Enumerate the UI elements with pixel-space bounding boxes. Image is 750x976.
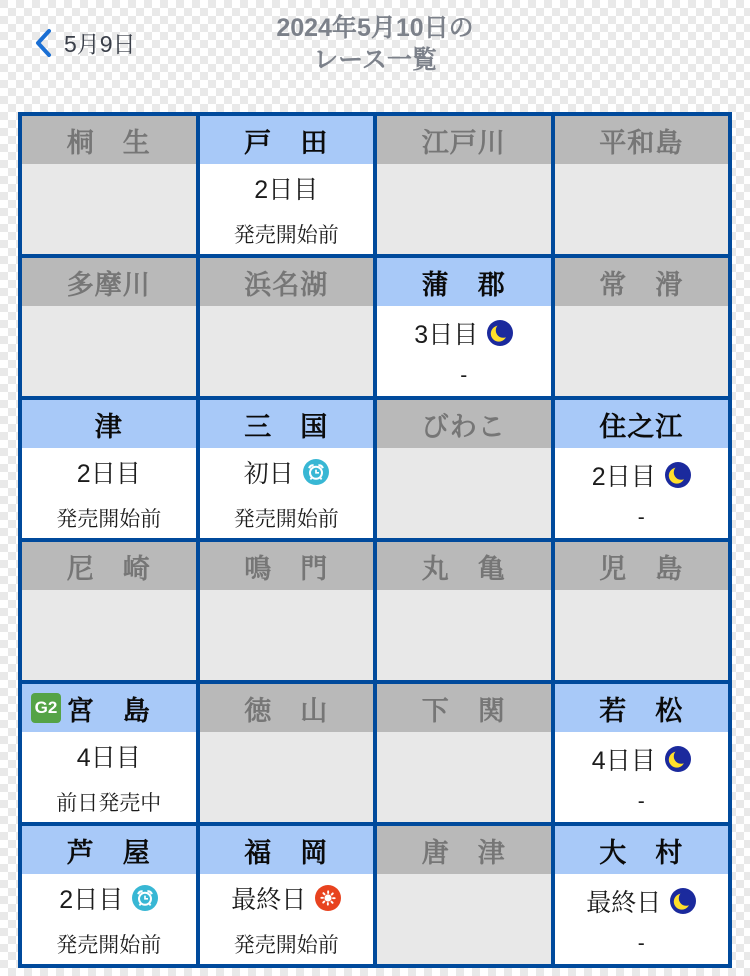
venue-status: 発売開始前 bbox=[233, 507, 339, 531]
venue-cell bbox=[377, 826, 551, 964]
venue-day-row bbox=[586, 883, 696, 919]
venue-body bbox=[22, 164, 196, 254]
venue-name: 江戸川 bbox=[421, 127, 506, 158]
alarm-clock-icon bbox=[303, 459, 329, 485]
venue-name: 平和島 bbox=[599, 127, 684, 158]
venue-header bbox=[555, 258, 729, 306]
venue-day-row bbox=[231, 880, 341, 916]
venue-cell bbox=[200, 542, 374, 680]
venue-header bbox=[200, 116, 374, 164]
venue-cell bbox=[22, 542, 196, 680]
venue-body bbox=[377, 874, 551, 964]
venue-body bbox=[200, 306, 374, 396]
venue-name: 福 岡 bbox=[244, 837, 329, 868]
venue-day: 最終日 bbox=[231, 885, 307, 914]
venue-name: 児 島 bbox=[599, 553, 684, 584]
venue-name: 唐 津 bbox=[421, 837, 506, 868]
venue-day: 4日目 bbox=[76, 743, 141, 772]
venue-body bbox=[22, 590, 196, 680]
venue-body bbox=[200, 874, 374, 964]
venue-day-row bbox=[414, 315, 513, 351]
venue-status: - bbox=[637, 505, 645, 529]
venue-name: びわこ bbox=[421, 411, 506, 442]
venue-header bbox=[22, 826, 196, 874]
venue-header bbox=[377, 400, 551, 448]
venue-cell[interactable] bbox=[200, 826, 374, 964]
venue-body bbox=[377, 164, 551, 254]
venue-day-row bbox=[592, 741, 691, 777]
venue-body bbox=[555, 874, 729, 964]
venue-status: - bbox=[637, 789, 645, 813]
venue-header bbox=[200, 542, 374, 590]
alarm-clock-icon bbox=[132, 885, 158, 911]
venue-day: 2日目 bbox=[254, 175, 319, 204]
venue-name: 常 滑 bbox=[599, 269, 684, 300]
venue-cell bbox=[555, 258, 729, 396]
venue-header bbox=[555, 826, 729, 874]
page-title bbox=[0, 12, 750, 76]
moon-icon bbox=[665, 462, 691, 488]
venue-day: 3日目 bbox=[414, 320, 479, 349]
venue-body bbox=[22, 874, 196, 964]
moon-icon bbox=[665, 746, 691, 772]
venue-cell[interactable] bbox=[22, 684, 196, 822]
venue-body bbox=[555, 164, 729, 254]
venue-status: - bbox=[460, 363, 468, 387]
venue-body bbox=[22, 732, 196, 822]
venue-body bbox=[555, 590, 729, 680]
venue-status: 前日発売中 bbox=[56, 791, 162, 815]
venue-header bbox=[200, 826, 374, 874]
venue-header bbox=[377, 258, 551, 306]
venue-day: 2日目 bbox=[591, 462, 656, 491]
venue-body bbox=[377, 448, 551, 538]
venue-name: 若 松 bbox=[599, 695, 684, 726]
venue-day-row bbox=[77, 738, 141, 774]
venue-body bbox=[22, 448, 196, 538]
venue-status: 発売開始前 bbox=[56, 507, 162, 531]
venue-body bbox=[555, 732, 729, 822]
venue-cell[interactable] bbox=[200, 400, 374, 538]
venue-cell bbox=[22, 258, 196, 396]
venue-cell[interactable] bbox=[22, 826, 196, 964]
venue-day-row bbox=[254, 170, 318, 206]
venue-cell bbox=[377, 684, 551, 822]
venue-header bbox=[555, 116, 729, 164]
venue-header bbox=[22, 258, 196, 306]
venue-cell bbox=[377, 116, 551, 254]
venue-header bbox=[200, 684, 374, 732]
venue-header bbox=[377, 116, 551, 164]
venue-status: - bbox=[637, 931, 645, 955]
venue-name: 芦 屋 bbox=[66, 837, 151, 868]
venue-name: 浜名湖 bbox=[244, 269, 329, 300]
venue-grid bbox=[18, 112, 732, 968]
venue-name: 徳 山 bbox=[244, 695, 329, 726]
venue-day-row bbox=[77, 454, 141, 490]
venue-body bbox=[377, 590, 551, 680]
page-title-line2: レース一覧 bbox=[313, 46, 437, 74]
sun-icon bbox=[315, 885, 341, 911]
venue-header bbox=[200, 400, 374, 448]
venue-header bbox=[377, 684, 551, 732]
venue-body bbox=[377, 732, 551, 822]
venue-cell[interactable] bbox=[555, 400, 729, 538]
venue-cell[interactable] bbox=[555, 826, 729, 964]
g2-badge: G2 bbox=[31, 693, 61, 723]
venue-cell[interactable] bbox=[555, 684, 729, 822]
venue-cell[interactable] bbox=[200, 116, 374, 254]
venue-day-row bbox=[244, 454, 329, 490]
venue-body bbox=[200, 448, 374, 538]
venue-header bbox=[200, 258, 374, 306]
venue-status: 発売開始前 bbox=[56, 933, 162, 957]
venue-cell bbox=[555, 116, 729, 254]
venue-header bbox=[377, 826, 551, 874]
venue-header bbox=[22, 684, 196, 732]
venue-name: 宮 島 bbox=[66, 695, 151, 726]
page-title-line1: 2024年5月10日の bbox=[276, 14, 474, 42]
back-button-label: 5月9日 bbox=[64, 31, 136, 57]
venue-header bbox=[555, 684, 729, 732]
venue-day-row bbox=[59, 880, 158, 916]
venue-header bbox=[555, 400, 729, 448]
venue-cell bbox=[377, 542, 551, 680]
venue-name: 住之江 bbox=[599, 411, 684, 442]
venue-cell bbox=[377, 400, 551, 538]
venue-name: 鳴 門 bbox=[244, 553, 329, 584]
venue-header bbox=[22, 116, 196, 164]
venue-body bbox=[22, 306, 196, 396]
venue-status: 発売開始前 bbox=[233, 223, 339, 247]
venue-name: 尼 崎 bbox=[66, 553, 151, 584]
venue-cell bbox=[200, 258, 374, 396]
venue-status: 発売開始前 bbox=[233, 933, 339, 957]
venue-body bbox=[200, 164, 374, 254]
moon-icon bbox=[670, 888, 696, 914]
venue-day: 最終日 bbox=[586, 888, 662, 917]
venue-day: 2日目 bbox=[76, 459, 141, 488]
venue-name: 多摩川 bbox=[66, 269, 151, 300]
venue-body bbox=[555, 306, 729, 396]
venue-day: 4日目 bbox=[591, 746, 656, 775]
venue-body bbox=[200, 590, 374, 680]
venue-name: 三 国 bbox=[244, 411, 329, 442]
venue-body bbox=[555, 448, 729, 538]
venue-day: 初日 bbox=[243, 459, 294, 488]
venue-header bbox=[22, 542, 196, 590]
app-header bbox=[0, 0, 750, 100]
venue-cell bbox=[22, 116, 196, 254]
venue-day-row bbox=[592, 457, 691, 493]
venue-cell bbox=[200, 684, 374, 822]
venue-day: 2日目 bbox=[59, 885, 124, 914]
venue-name: 戸 田 bbox=[244, 127, 329, 158]
venue-header bbox=[377, 542, 551, 590]
venue-name: 丸 亀 bbox=[421, 553, 506, 584]
venue-cell[interactable] bbox=[377, 258, 551, 396]
venue-header bbox=[555, 542, 729, 590]
venue-body bbox=[200, 732, 374, 822]
venue-name: 下 関 bbox=[421, 695, 506, 726]
venue-name: 津 bbox=[94, 411, 123, 442]
venue-name: 蒲 郡 bbox=[421, 269, 506, 300]
venue-name: 桐 生 bbox=[66, 127, 151, 158]
moon-icon bbox=[487, 320, 513, 346]
venue-header bbox=[22, 400, 196, 448]
venue-cell bbox=[555, 542, 729, 680]
venue-body bbox=[377, 306, 551, 396]
venue-name: 大 村 bbox=[599, 837, 684, 868]
venue-cell[interactable] bbox=[22, 400, 196, 538]
